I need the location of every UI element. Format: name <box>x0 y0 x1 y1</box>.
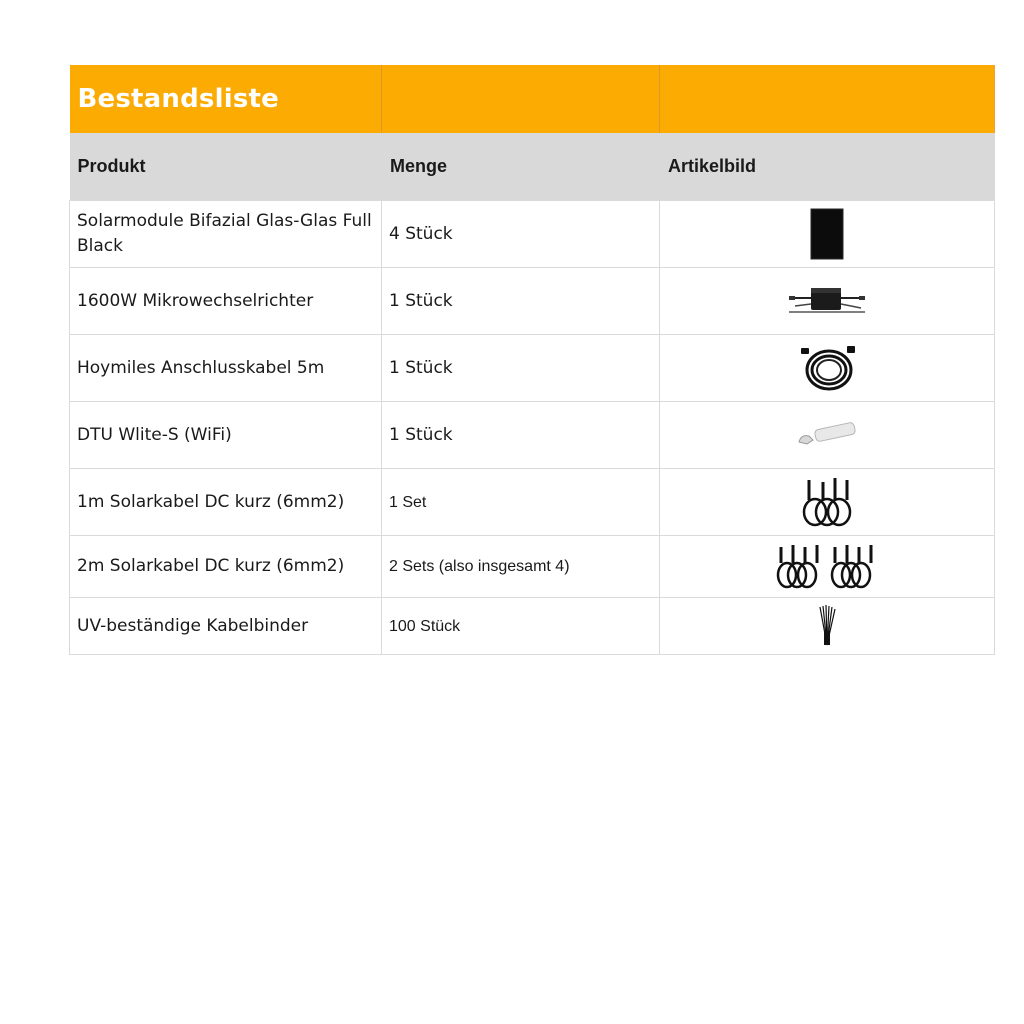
table-row <box>70 402 995 469</box>
connection-cable-icon <box>795 342 859 394</box>
image-cell <box>660 536 995 598</box>
quantity-cell: 1 Stück <box>382 335 660 402</box>
table-row <box>70 335 995 402</box>
title-cell <box>70 65 382 133</box>
table-row <box>70 201 995 268</box>
dc-cable-double-set-icon <box>775 541 879 593</box>
title-cell-empty <box>660 65 995 133</box>
solar-panel-icon <box>807 207 847 261</box>
product-cell: Hoymiles Anschlusskabel 5m <box>70 335 382 402</box>
product-cell: DTU Wlite-S (WiFi) <box>70 402 382 469</box>
wifi-stick-icon <box>795 420 859 450</box>
product-cell: 1600W Mikrowechselrichter <box>70 268 382 335</box>
image-cell <box>660 598 995 655</box>
image-cell <box>660 201 995 268</box>
table-row <box>70 469 995 536</box>
product-cell: UV-beständige Kabelbinder <box>70 598 382 655</box>
quantity-cell: 1 Stück <box>382 268 660 335</box>
table-row <box>70 598 995 655</box>
quantity-cell: 4 Stück <box>382 201 660 268</box>
table-row <box>70 536 995 598</box>
inventory-table <box>69 65 995 655</box>
quantity-cell: 100 Stück <box>382 598 660 655</box>
dc-cable-set-icon <box>797 474 857 530</box>
product-cell: 2m Solarkabel DC kurz (6mm2) <box>70 536 382 598</box>
quantity-cell: 1 Stück <box>382 402 660 469</box>
image-cell <box>660 268 995 335</box>
quantity-cell: 1 Set <box>382 469 660 536</box>
header-row <box>70 133 995 201</box>
cable-ties-icon <box>817 605 837 647</box>
micro-inverter-icon <box>787 284 867 318</box>
column-header-quantity: Menge <box>382 133 660 201</box>
quantity-cell: 2 Sets (also insgesamt 4) <box>382 536 660 598</box>
table-title: Bestandsliste <box>77 84 279 114</box>
column-header-image: Artikelbild <box>660 133 995 201</box>
image-cell <box>660 335 995 402</box>
image-cell <box>660 402 995 469</box>
product-cell: Solarmodule Bifazial Glas-Glas Full Black <box>70 201 382 268</box>
product-cell: 1m Solarkabel DC kurz (6mm2) <box>70 469 382 536</box>
title-row <box>70 65 995 133</box>
image-cell <box>660 469 995 536</box>
column-header-product: Produkt <box>70 133 382 201</box>
title-cell-empty <box>382 65 660 133</box>
table-row <box>70 268 995 335</box>
